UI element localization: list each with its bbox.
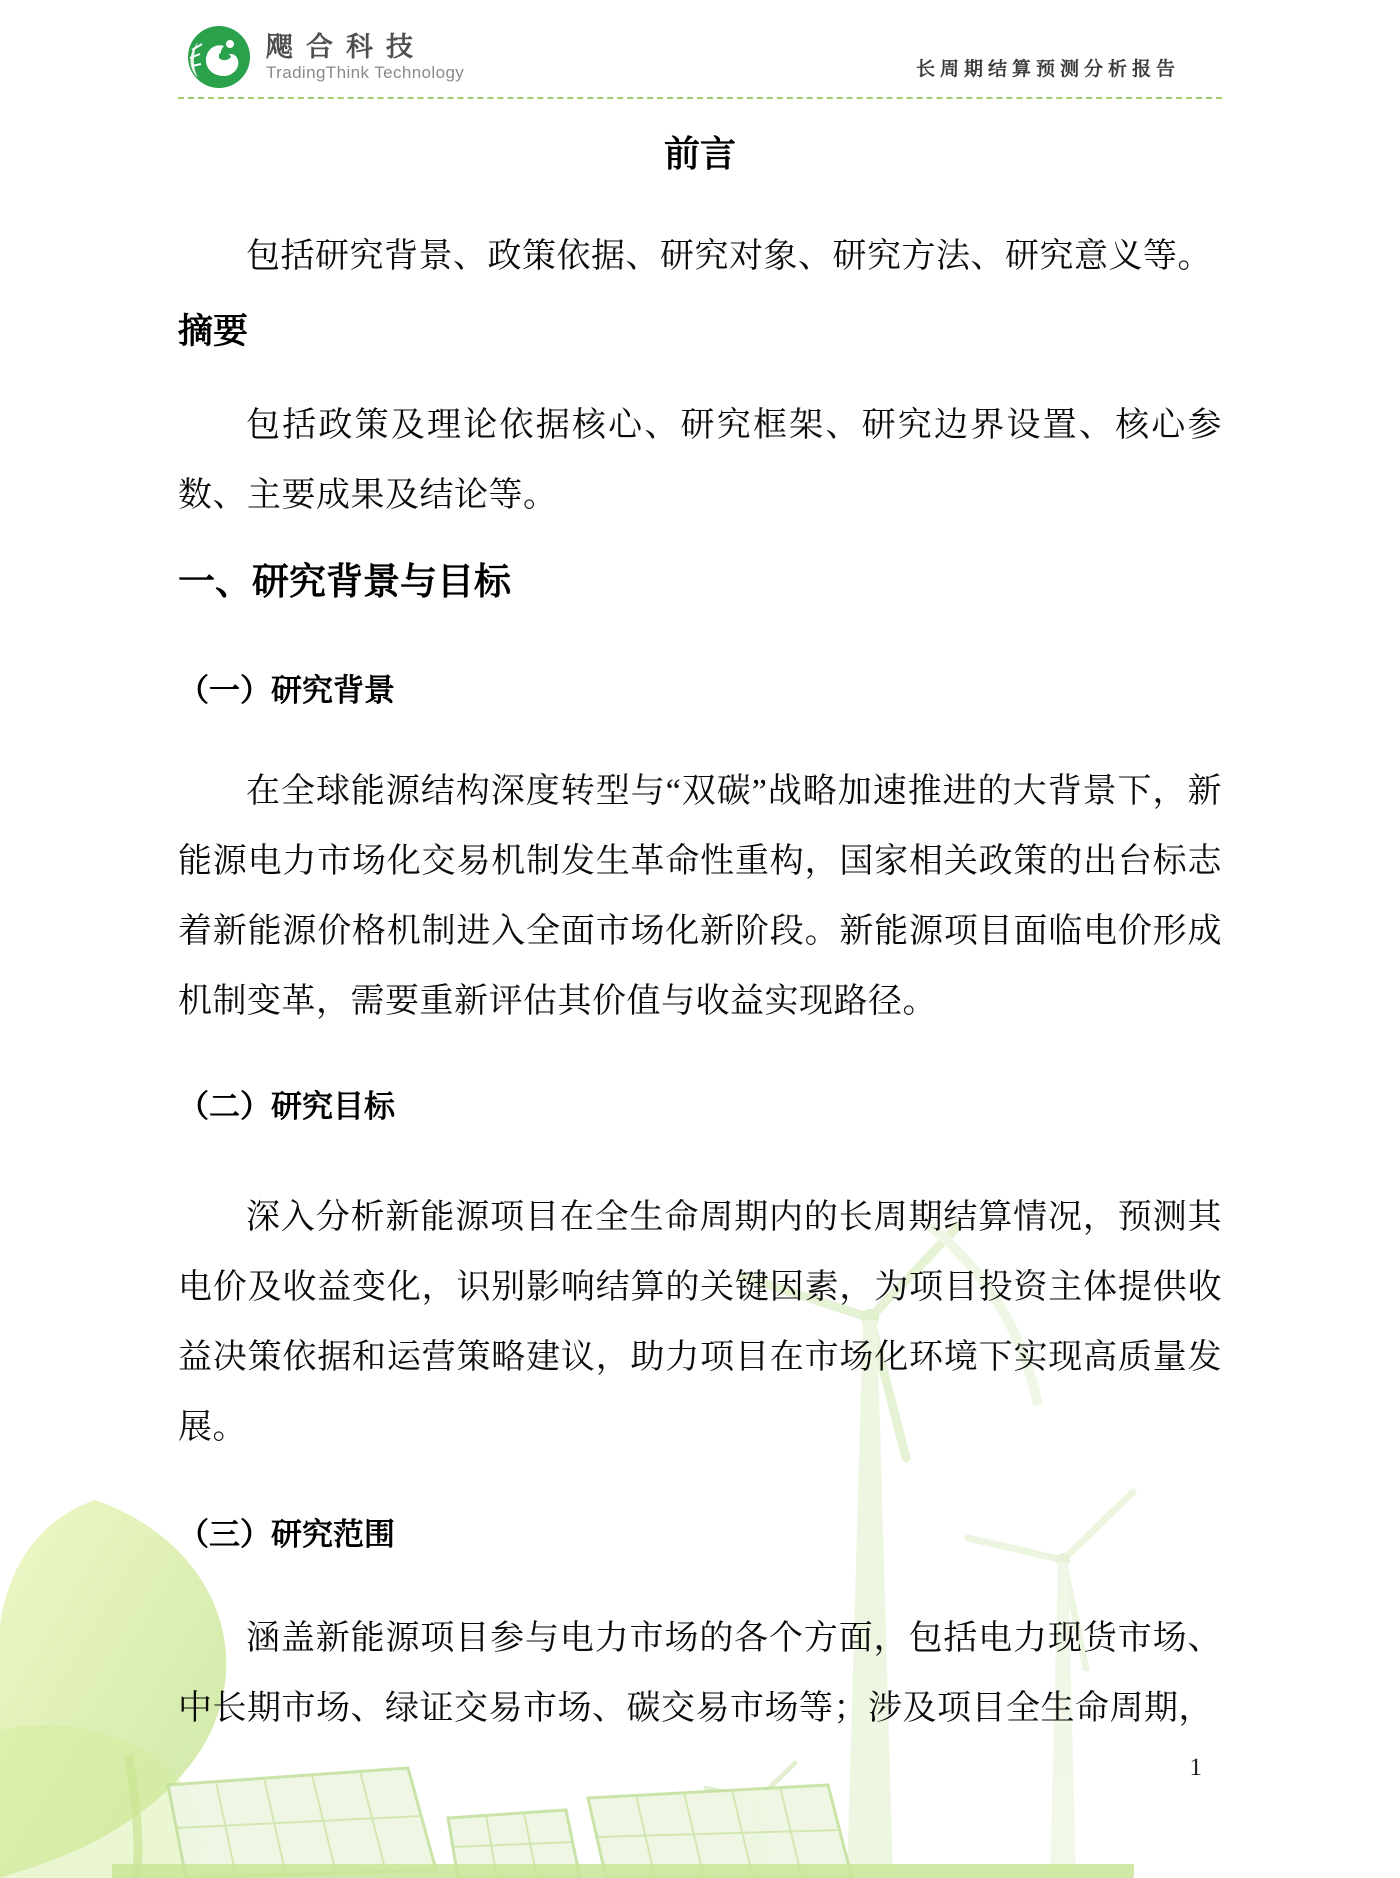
page-number: 1 (1189, 1754, 1202, 1781)
subsection1-paragraph: 在全球能源结构深度转型与“双碳”战略加速推进的大背景下，新能源电力市场化交易机制发生革命性重构，国家相关政策的出台标志着新能源价格机制进入全面市场化新阶段。新能源项目面临电价形成机制变革，需要重新评估其价值与收益实现路径。 (178, 773, 1222, 1020)
subsection3-paragraph: 涵盖新能源项目参与电力市场的各个方面，包括电力现货市场、中长期市场、绿证交易市场、碳交易市场等；涉及项目全生命周期， (178, 1620, 1222, 1727)
brand-name-english: TradingThink Technology (266, 63, 465, 82)
logo-swirl-bird-icon (186, 24, 252, 90)
brand-name-chinese: 飔合科技 (266, 32, 426, 62)
abstract-paragraph: 包括政策及理论依据核心、研究框架、研究边界设置、核心参数、主要成果及结论等。 (178, 407, 1222, 514)
subsection2-paragraph: 深入分析新能源项目在全生命周期内的长周期结算情况，预测其电价及收益变化，识别影响结算的关键因素，为项目投资主体提供收益决策依据和运营策略建议，助力项目在市场化环境下实现高质量发展。 (178, 1199, 1222, 1446)
section1-heading: 一、研究背景与目标 (178, 561, 511, 602)
subsection2-heading: （二）研究目标 (178, 1089, 395, 1124)
logo-text-block (266, 24, 464, 84)
header-dashed-divider (178, 97, 1222, 99)
subsection3-heading: （三）研究范围 (178, 1517, 395, 1552)
abstract-heading: 摘要 (178, 312, 249, 351)
report-header-title: 长周期结算预测分析报告 (915, 59, 1180, 80)
preface-paragraph: 包括研究背景、政策依据、研究对象、研究方法、研究意义等。 (246, 238, 1212, 275)
subsection1-heading: （一）研究背景 (178, 673, 395, 708)
preface-title: 前言 (663, 133, 736, 174)
company-logo (186, 24, 464, 90)
page-header (0, 0, 1400, 99)
